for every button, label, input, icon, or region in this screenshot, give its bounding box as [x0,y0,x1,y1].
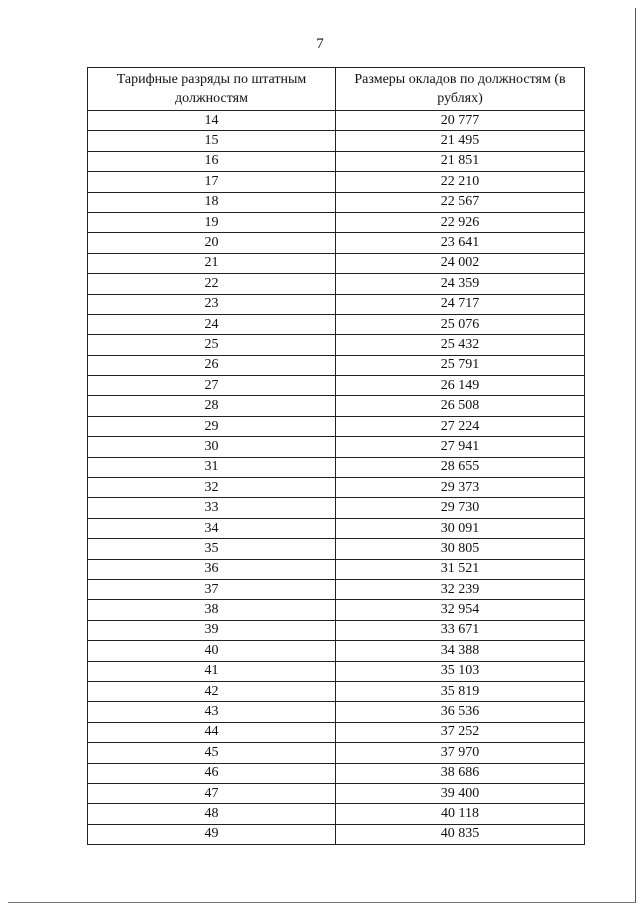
table-row [88,376,585,396]
table-row [88,600,585,620]
grade-cell: 44 [88,722,336,742]
table-row [88,111,585,131]
table-row [88,763,585,783]
grade-cell: 30 [88,437,336,457]
salary-cell: 40 835 [336,824,585,844]
grade-cell: 25 [88,335,336,355]
grade-cell: 31 [88,457,336,477]
table-body [88,111,585,845]
salary-cell: 24 002 [336,253,585,273]
grade-cell: 27 [88,376,336,396]
table-row [88,172,585,192]
header-salary: Размеры окладов по должностям (в рублях) [336,68,585,111]
grade-cell: 21 [88,253,336,273]
salary-cell: 30 805 [336,539,585,559]
grade-cell: 37 [88,579,336,599]
salary-cell: 22 926 [336,212,585,232]
grade-cell: 40 [88,641,336,661]
grade-cell: 41 [88,661,336,681]
table-row [88,131,585,151]
salary-cell: 21 851 [336,151,585,171]
table-row [88,274,585,294]
salary-cell: 25 432 [336,335,585,355]
salary-cell: 29 373 [336,478,585,498]
table-row [88,498,585,518]
table-row [88,824,585,844]
table-row [88,579,585,599]
header-grade: Тарифные разряды по штатным должностям [88,68,336,111]
salary-cell: 29 730 [336,498,585,518]
salary-cell: 37 970 [336,743,585,763]
grade-cell: 39 [88,620,336,640]
grade-cell: 14 [88,111,336,131]
salary-cell: 20 777 [336,111,585,131]
grade-cell: 48 [88,804,336,824]
salary-cell: 35 103 [336,661,585,681]
grade-cell: 35 [88,539,336,559]
table-row [88,396,585,416]
table-row [88,355,585,375]
grade-cell: 33 [88,498,336,518]
grade-cell: 17 [88,172,336,192]
salary-cell: 33 671 [336,620,585,640]
page-number: 7 [316,36,324,52]
grade-cell: 24 [88,314,336,334]
salary-cell: 27 941 [336,437,585,457]
grade-cell: 34 [88,518,336,538]
grade-cell: 22 [88,274,336,294]
salary-cell: 23 641 [336,233,585,253]
table-row [88,314,585,334]
grade-cell: 28 [88,396,336,416]
salary-cell: 37 252 [336,722,585,742]
salary-cell: 24 717 [336,294,585,314]
grade-cell: 42 [88,681,336,701]
salary-cell: 22 210 [336,172,585,192]
salary-cell: 31 521 [336,559,585,579]
grade-cell: 46 [88,763,336,783]
salary-cell: 32 239 [336,579,585,599]
salary-cell: 36 536 [336,702,585,722]
salary-cell: 32 954 [336,600,585,620]
salary-table [87,67,585,845]
salary-cell: 26 508 [336,396,585,416]
table-row [88,661,585,681]
table-row [88,559,585,579]
table-row [88,783,585,803]
salary-cell: 21 495 [336,131,585,151]
table-row [88,457,585,477]
salary-cell: 35 819 [336,681,585,701]
table-header-row [88,68,585,111]
table-row [88,335,585,355]
table-row [88,478,585,498]
table-row [88,681,585,701]
table-row [88,437,585,457]
grade-cell: 18 [88,192,336,212]
salary-cell: 38 686 [336,763,585,783]
table-row [88,641,585,661]
grade-cell: 15 [88,131,336,151]
salary-cell: 25 791 [336,355,585,375]
grade-cell: 29 [88,416,336,436]
salary-cell: 30 091 [336,518,585,538]
table-row [88,620,585,640]
table-row [88,518,585,538]
table-row [88,294,585,314]
grade-cell: 43 [88,702,336,722]
grade-cell: 32 [88,478,336,498]
salary-cell: 25 076 [336,314,585,334]
table-row [88,192,585,212]
salary-cell: 39 400 [336,783,585,803]
grade-cell: 23 [88,294,336,314]
table-row [88,702,585,722]
grade-cell: 19 [88,212,336,232]
table-row [88,212,585,232]
grade-cell: 26 [88,355,336,375]
table-row [88,804,585,824]
table-row [88,416,585,436]
salary-cell: 40 118 [336,804,585,824]
salary-cell: 22 567 [336,192,585,212]
grade-cell: 20 [88,233,336,253]
grade-cell: 49 [88,824,336,844]
grade-cell: 45 [88,743,336,763]
grade-cell: 47 [88,783,336,803]
grade-cell: 16 [88,151,336,171]
table-row [88,233,585,253]
grade-cell: 38 [88,600,336,620]
salary-cell: 27 224 [336,416,585,436]
table-row [88,539,585,559]
table-row [88,743,585,763]
table-row [88,722,585,742]
salary-cell: 28 655 [336,457,585,477]
salary-cell: 34 388 [336,641,585,661]
salary-cell: 24 359 [336,274,585,294]
salary-cell: 26 149 [336,376,585,396]
table-row [88,151,585,171]
grade-cell: 36 [88,559,336,579]
table-row [88,253,585,273]
